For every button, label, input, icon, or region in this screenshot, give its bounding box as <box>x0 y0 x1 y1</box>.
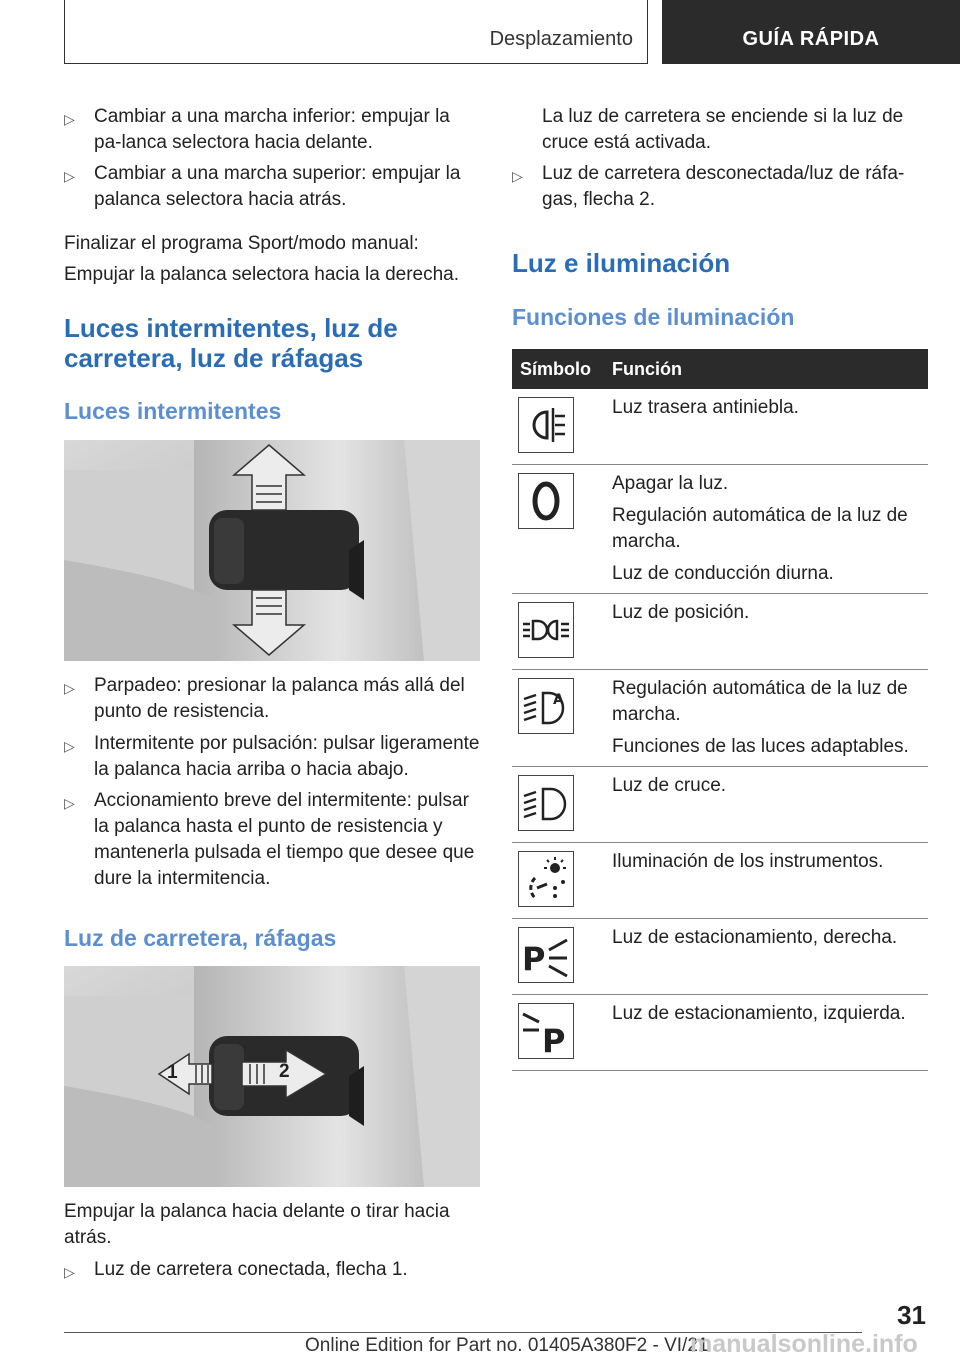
turn-signal-lever-photo <box>64 440 480 661</box>
list-item: ▷ Luz de carretera conectada, flecha 1. <box>64 1257 480 1285</box>
lever-illustration <box>64 440 480 661</box>
rear-fog-light-icon <box>518 397 574 453</box>
function-cell: Apagar la luz. Regulación automática de la luz de marcha. Luz de conducción diurna. <box>612 473 908 584</box>
section-heading: Luz e iluminación <box>512 248 731 278</box>
table-row <box>512 594 928 670</box>
bullet-triangle-icon: ▷ <box>64 680 75 696</box>
column-header-function: Función <box>612 359 682 379</box>
parking-light-right-icon <box>518 927 574 983</box>
function-cell: Luz de cruce. <box>612 775 727 796</box>
table-row <box>512 767 928 843</box>
section-heading: Luces intermitentes, luz de carretera, luz de ráfagas <box>64 313 398 373</box>
parking-light-icon <box>518 602 574 658</box>
bullet-triangle-icon: ▷ <box>64 1264 75 1280</box>
table-row <box>512 389 928 465</box>
bullet-triangle-icon: ▷ <box>64 795 75 811</box>
instrument-lighting-icon <box>518 851 574 907</box>
paragraph: Empujar la palanca hacia delante o tirar hacia atrás. <box>64 1201 450 1248</box>
list-item: ▷ Intermitente por pulsación: pulsar ligeramente la palanca hacia arriba o hacia abajo. <box>64 731 484 783</box>
parking-light-left-icon <box>518 1003 574 1059</box>
svg-text:A: A <box>553 692 564 708</box>
light-off-zero-icon <box>518 473 574 529</box>
lighting-functions-table <box>512 349 928 1071</box>
subsection-heading: Luces intermitentes <box>64 398 282 424</box>
function-cell: Luz trasera antiniebla. <box>612 397 799 418</box>
list-item: ▷ Luz de carretera desconectada/luz de ráfa-gas, flecha 2. <box>512 161 912 213</box>
lever-illustration <box>64 966 480 1187</box>
paragraph: Empujar la palanca selectora hacia la derecha. <box>64 264 460 285</box>
list-item: ▷ Parpadeo: presionar la palanca más allá del punto de resistencia. <box>64 673 480 725</box>
function-cell: Iluminación de los instrumentos. <box>612 851 884 872</box>
bullet-triangle-icon: ▷ <box>512 168 523 184</box>
high-beam-lever-photo <box>64 966 480 1187</box>
arrow-label-1: 1 <box>167 1062 178 1083</box>
header-section-title: Desplazamiento <box>489 28 633 50</box>
list-item: ▷ Cambiar a una marcha superior: empujar la palanca selectora hacia atrás. <box>64 161 480 213</box>
bullet-triangle-icon: ▷ <box>64 111 75 127</box>
paragraph: Finalizar el programa Sport/modo manual: <box>64 233 419 254</box>
column-header-symbol: Símbolo <box>520 359 591 379</box>
table-row <box>512 919 928 995</box>
auto-headlight-icon <box>518 678 574 734</box>
footer-watermark: manualsonline.info <box>690 1330 918 1358</box>
footer-edition: Online Edition for Part no. 01405A380F2 - VI/21 <box>305 1335 709 1356</box>
list-item: ▷ Cambiar a una marcha inferior: empujar la pa-lanca selectora hacia delante. <box>64 104 480 156</box>
svg-text:P: P <box>542 1022 566 1058</box>
subsection-heading: Luz de carretera, ráfagas <box>64 925 337 951</box>
table-row <box>512 995 928 1071</box>
header-chapter-tab: GUÍA RÁPIDA <box>662 0 960 64</box>
table-row <box>512 465 928 594</box>
subsection-heading: Funciones de iluminación <box>512 304 795 330</box>
header-section-box <box>64 0 648 64</box>
low-beam-icon <box>518 775 574 831</box>
paragraph: La luz de carretera se enciende si la luz de cruce está activada. <box>542 106 904 153</box>
list-item: ▷ Accionamiento breve del intermitente: pulsar la palanca hasta el punto de resistencia y mantenerla pulsada el tiempo que desee que dure la intermitencia. <box>64 788 480 892</box>
page-number: 31 <box>897 1300 926 1330</box>
function-cell: Luz de posición. <box>612 602 750 623</box>
function-cell: Luz de estacionamiento, izquierda. <box>612 1003 906 1024</box>
arrow-label-2: 2 <box>279 1061 290 1082</box>
svg-text:P: P <box>522 940 546 978</box>
function-cell: Regulación automática de la luz de marcha. Funciones de las luces adaptables. <box>612 678 909 757</box>
table-row <box>512 843 928 919</box>
table-row <box>512 670 928 767</box>
table-header <box>512 349 928 389</box>
function-cell: Luz de estacionamiento, derecha. <box>612 927 898 948</box>
bullet-triangle-icon: ▷ <box>64 168 75 184</box>
bullet-triangle-icon: ▷ <box>64 738 75 754</box>
